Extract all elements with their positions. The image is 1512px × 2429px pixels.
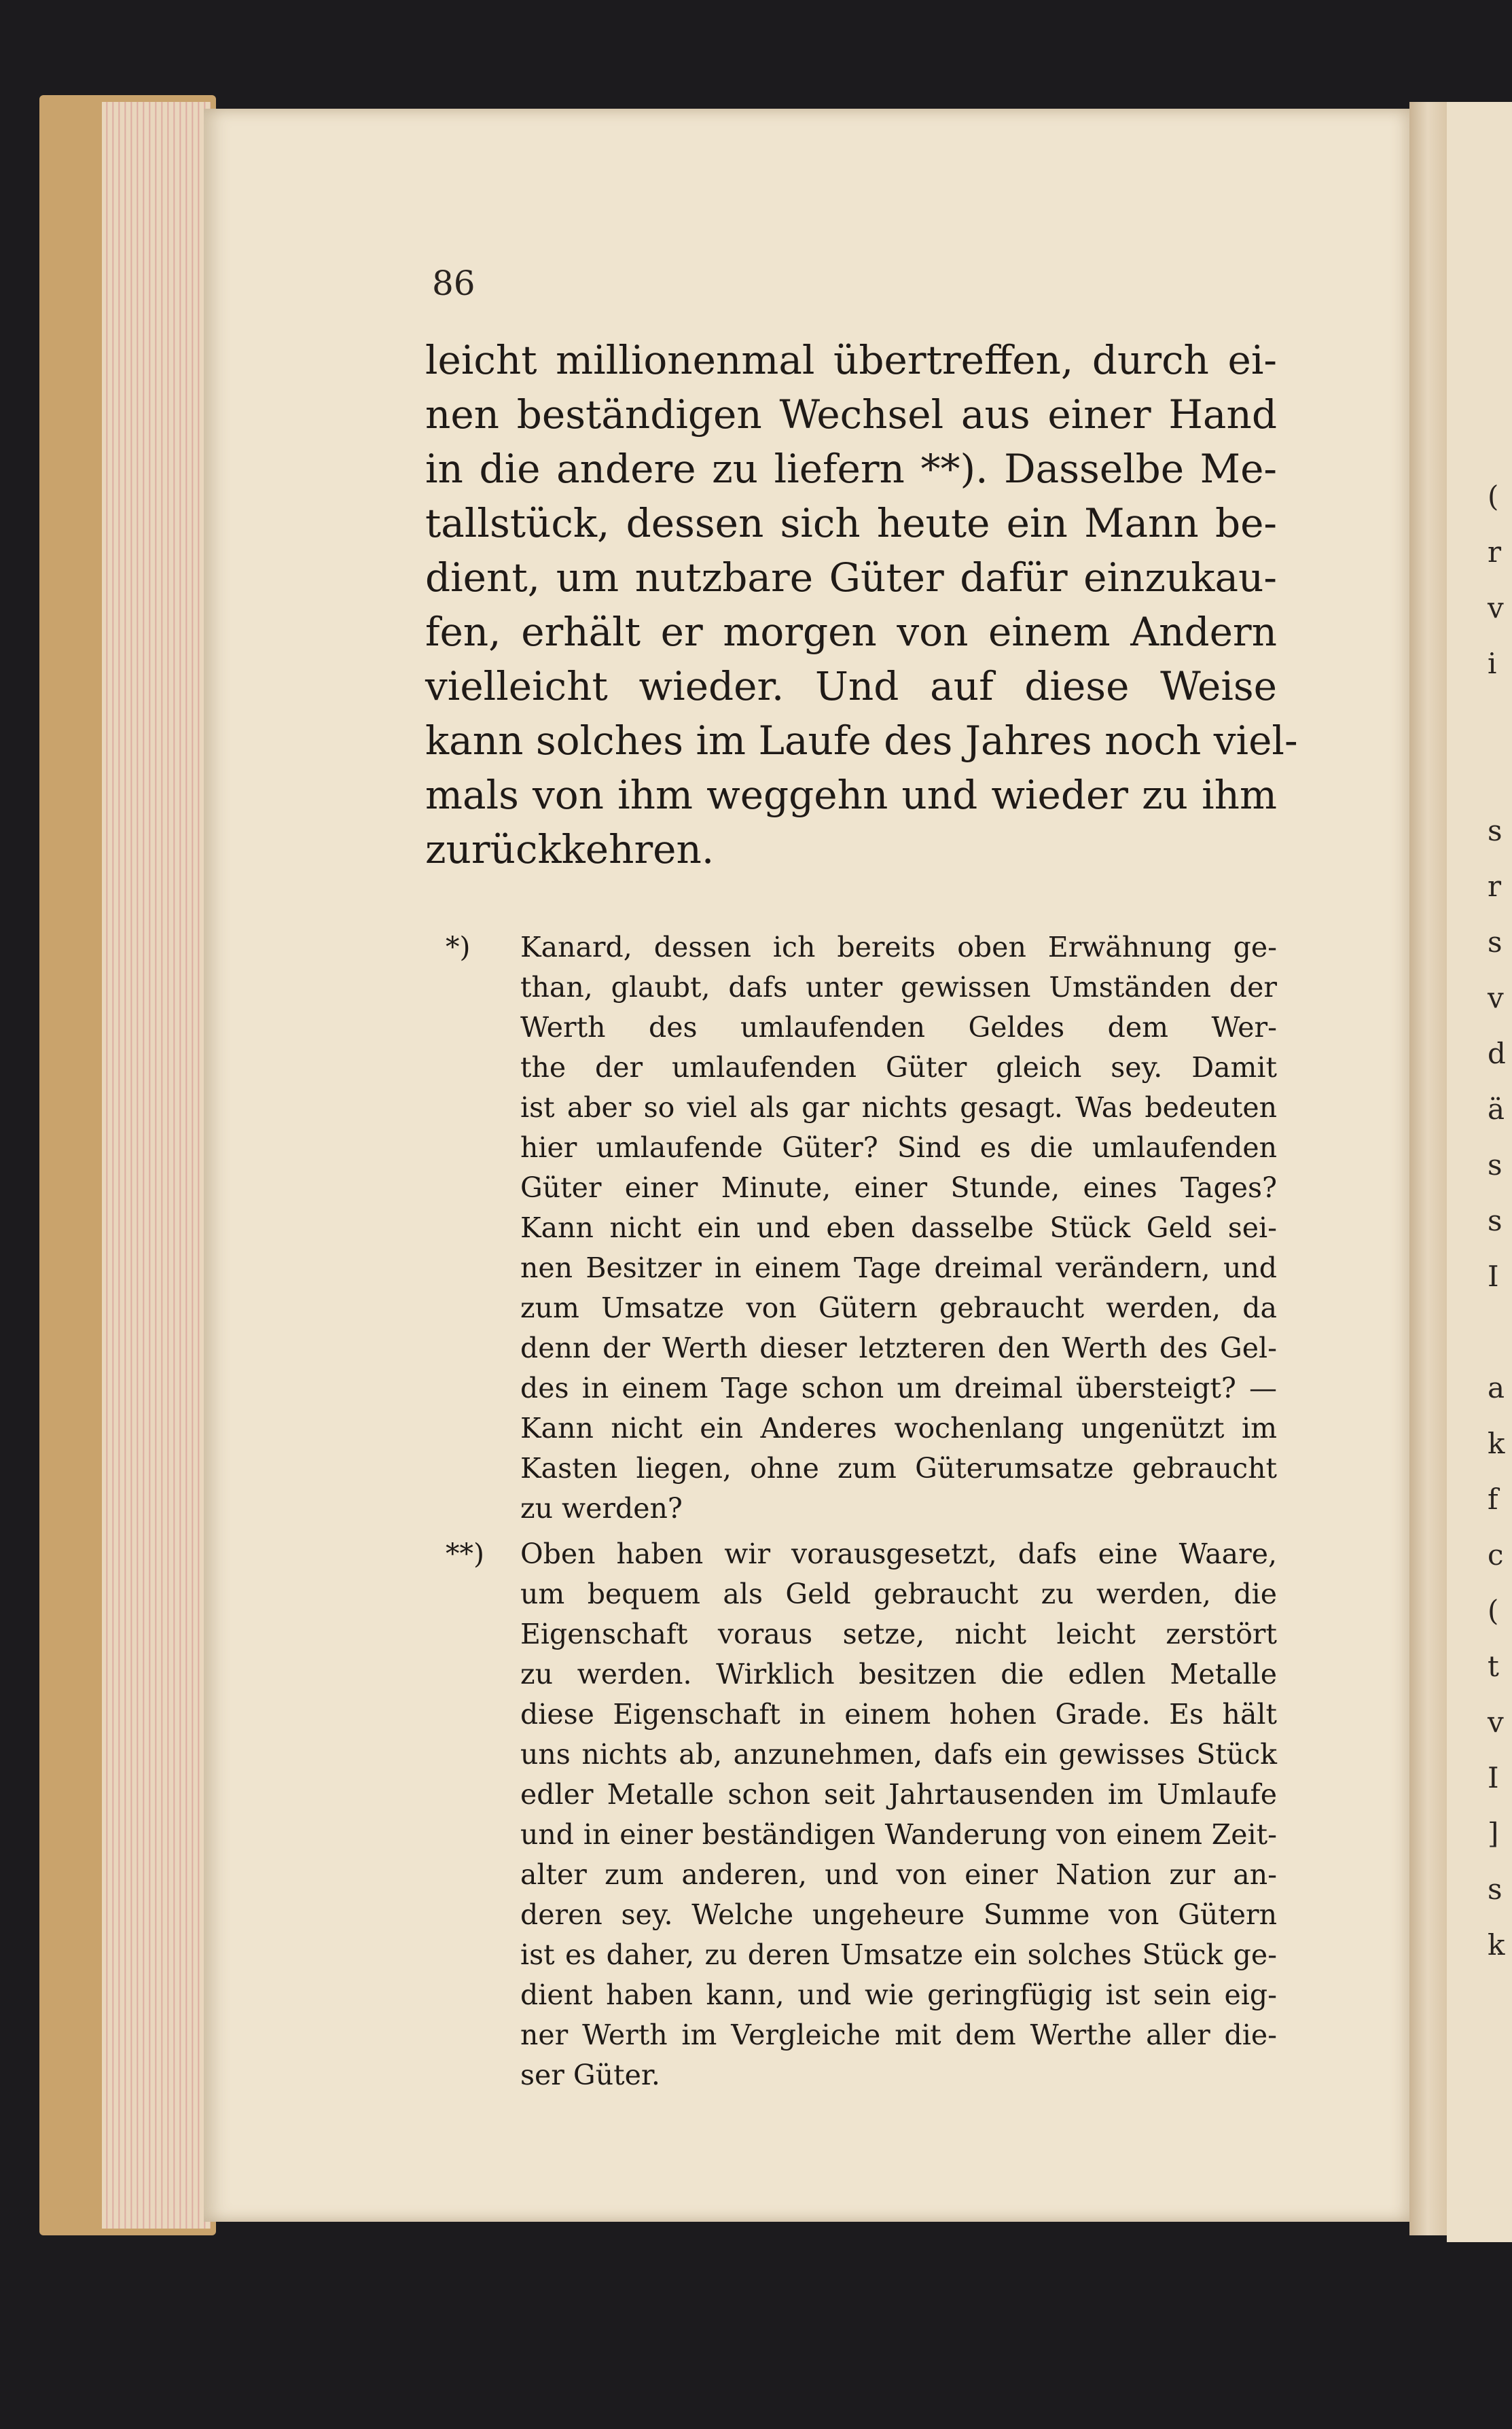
footnote-line: deren sey. Welche ungeheure Summe von Gütern bbox=[520, 1898, 1277, 1931]
footnote-line: uns nichts ab, anzunehmen, dafs ein gewisses Stück bbox=[520, 1738, 1277, 1771]
footnote-line: Werth des umlaufenden Geldes dem Wer- bbox=[520, 1011, 1277, 1044]
book-gutter bbox=[1409, 102, 1450, 2235]
page-number: 86 bbox=[432, 264, 475, 303]
footnote-line: Oben haben wir vorausgesetzt, dafs eine Waare, bbox=[520, 1538, 1277, 1570]
facing-letter bbox=[1488, 1305, 1512, 1360]
facing-page-text-fragments bbox=[1488, 469, 1512, 1973]
footnote-line: dient haben kann, und wie geringfügig ist sein eig- bbox=[520, 1979, 1277, 2011]
footnote-line: diese Eigenschaft in einem hohen Grade. Es hält bbox=[520, 1698, 1277, 1731]
footnote-line: than, glaubt, dafs unter gewissen Umständen der bbox=[520, 971, 1277, 1004]
footnote-line: ist es daher, zu deren Umsatze ein solches Stück ge- bbox=[520, 1938, 1277, 1971]
facing-letter: s bbox=[1488, 1873, 1502, 1906]
facing-letter: k bbox=[1488, 1928, 1505, 1962]
footnote-line: nen Besitzer in einem Tage dreimal verändern, und bbox=[520, 1252, 1277, 1284]
facing-letter: s bbox=[1488, 925, 1502, 959]
facing-letter: I bbox=[1488, 1761, 1499, 1794]
footnote-line: zu werden. Wirklich besitzen die edlen Metalle bbox=[520, 1658, 1277, 1690]
facing-letter: s bbox=[1488, 814, 1502, 847]
text-line: vielleicht wieder. Und auf diese Weise bbox=[425, 663, 1277, 709]
footnote-line: ser Güter. bbox=[520, 2059, 660, 2091]
footnote-line: Kann nicht ein Anderes wochenlang ungenützt im bbox=[520, 1412, 1277, 1444]
text-line: leicht millionenmal übertreffen, durch ei- bbox=[425, 337, 1277, 383]
text-line: tallstück, dessen sich heute ein Mann be- bbox=[425, 500, 1277, 546]
text-line: mals von ihm weggehn und wieder zu ihm bbox=[425, 772, 1277, 818]
footnote-line: Kanard, dessen ich bereits oben Erwähnung ge- bbox=[520, 931, 1277, 963]
facing-letter: I bbox=[1488, 1260, 1499, 1293]
footnote-line: alter zum anderen, und von einer Nation zur an- bbox=[520, 1858, 1277, 1891]
footnote-line: the der umlaufenden Güter gleich sey. Damit bbox=[520, 1051, 1277, 1084]
text-line: fen, erhält er morgen von einem Andern bbox=[425, 609, 1277, 655]
footnote-body bbox=[520, 1534, 1277, 2095]
facing-letter: i bbox=[1488, 647, 1497, 680]
facing-letter: ( bbox=[1488, 480, 1499, 513]
text-line: dient, um nutzbare Güter dafür einzukau- bbox=[425, 554, 1277, 601]
footnote-line: Kasten liegen, ohne zum Güterumsatze gebraucht bbox=[520, 1452, 1277, 1485]
text-line: nen beständigen Wechsel aus einer Hand bbox=[425, 391, 1277, 438]
footnote-line: Eigenschaft voraus setze, nicht leicht zerstört bbox=[520, 1618, 1277, 1650]
footnote-marker: **) bbox=[446, 1538, 484, 1570]
footnote-marker: *) bbox=[446, 931, 471, 963]
facing-letter: f bbox=[1488, 1483, 1498, 1516]
main-paragraph bbox=[425, 333, 1298, 876]
facing-letter: v bbox=[1488, 591, 1504, 624]
footnote-line: ner Werth im Vergleiche mit dem Werthe aller die- bbox=[520, 2019, 1277, 2051]
footnote-line: des in einem Tage schon um dreimal übersteigt? — bbox=[520, 1372, 1277, 1404]
facing-letter: c bbox=[1488, 1538, 1504, 1572]
facing-letter: k bbox=[1488, 1427, 1505, 1460]
text-line: zurückkehren. bbox=[425, 826, 715, 872]
text-line: in die andere zu liefern **). Dasselbe Me- bbox=[425, 446, 1277, 492]
footnote-line: edler Metalle schon seit Jahrtausenden im Umlaufe bbox=[520, 1778, 1277, 1811]
text-line: kann solches im Laufe des Jahres noch viel- bbox=[425, 717, 1298, 764]
facing-letter: d bbox=[1488, 1037, 1506, 1070]
facing-letter: s bbox=[1488, 1204, 1502, 1237]
footnote-line: und in einer beständigen Wanderung von einem Zeit- bbox=[520, 1818, 1277, 1851]
facing-letter: r bbox=[1488, 535, 1502, 569]
page-stack-edges bbox=[102, 102, 211, 2229]
facing-letter: t bbox=[1488, 1650, 1499, 1683]
footnote-line: um bequem als Geld gebraucht zu werden, die bbox=[520, 1578, 1277, 1610]
footnote-1 bbox=[425, 927, 1277, 1529]
footnote-line: hier umlaufende Güter? Sind es die umlaufenden bbox=[520, 1131, 1277, 1164]
facing-letter: ( bbox=[1488, 1594, 1499, 1627]
facing-letter: v bbox=[1488, 981, 1504, 1014]
footnote-2 bbox=[425, 1534, 1277, 2095]
facing-letter: ] bbox=[1488, 1817, 1499, 1850]
footnote-line: zum Umsatze von Gütern gebraucht werden, da bbox=[520, 1292, 1277, 1324]
footnote-line: Güter einer Minute, einer Stunde, eines Tages? bbox=[520, 1171, 1277, 1204]
footnote-line: zu werden? bbox=[520, 1492, 683, 1525]
footnote-body bbox=[520, 927, 1277, 1529]
facing-letter: s bbox=[1488, 1148, 1502, 1182]
facing-letter bbox=[1488, 692, 1512, 747]
footnote-line: denn der Werth dieser letzteren den Werth des Gel- bbox=[520, 1332, 1277, 1364]
facing-letter: ä bbox=[1488, 1093, 1505, 1126]
facing-letter: a bbox=[1488, 1371, 1505, 1404]
facing-letter bbox=[1488, 747, 1512, 803]
footnote-line: Kann nicht ein und eben dasselbe Stück Geld sei- bbox=[520, 1211, 1277, 1244]
footnote-line: ist aber so viel als gar nichts gesagt. Was bedeuten bbox=[520, 1091, 1277, 1124]
facing-letter: v bbox=[1488, 1705, 1504, 1739]
facing-letter: r bbox=[1488, 870, 1502, 903]
